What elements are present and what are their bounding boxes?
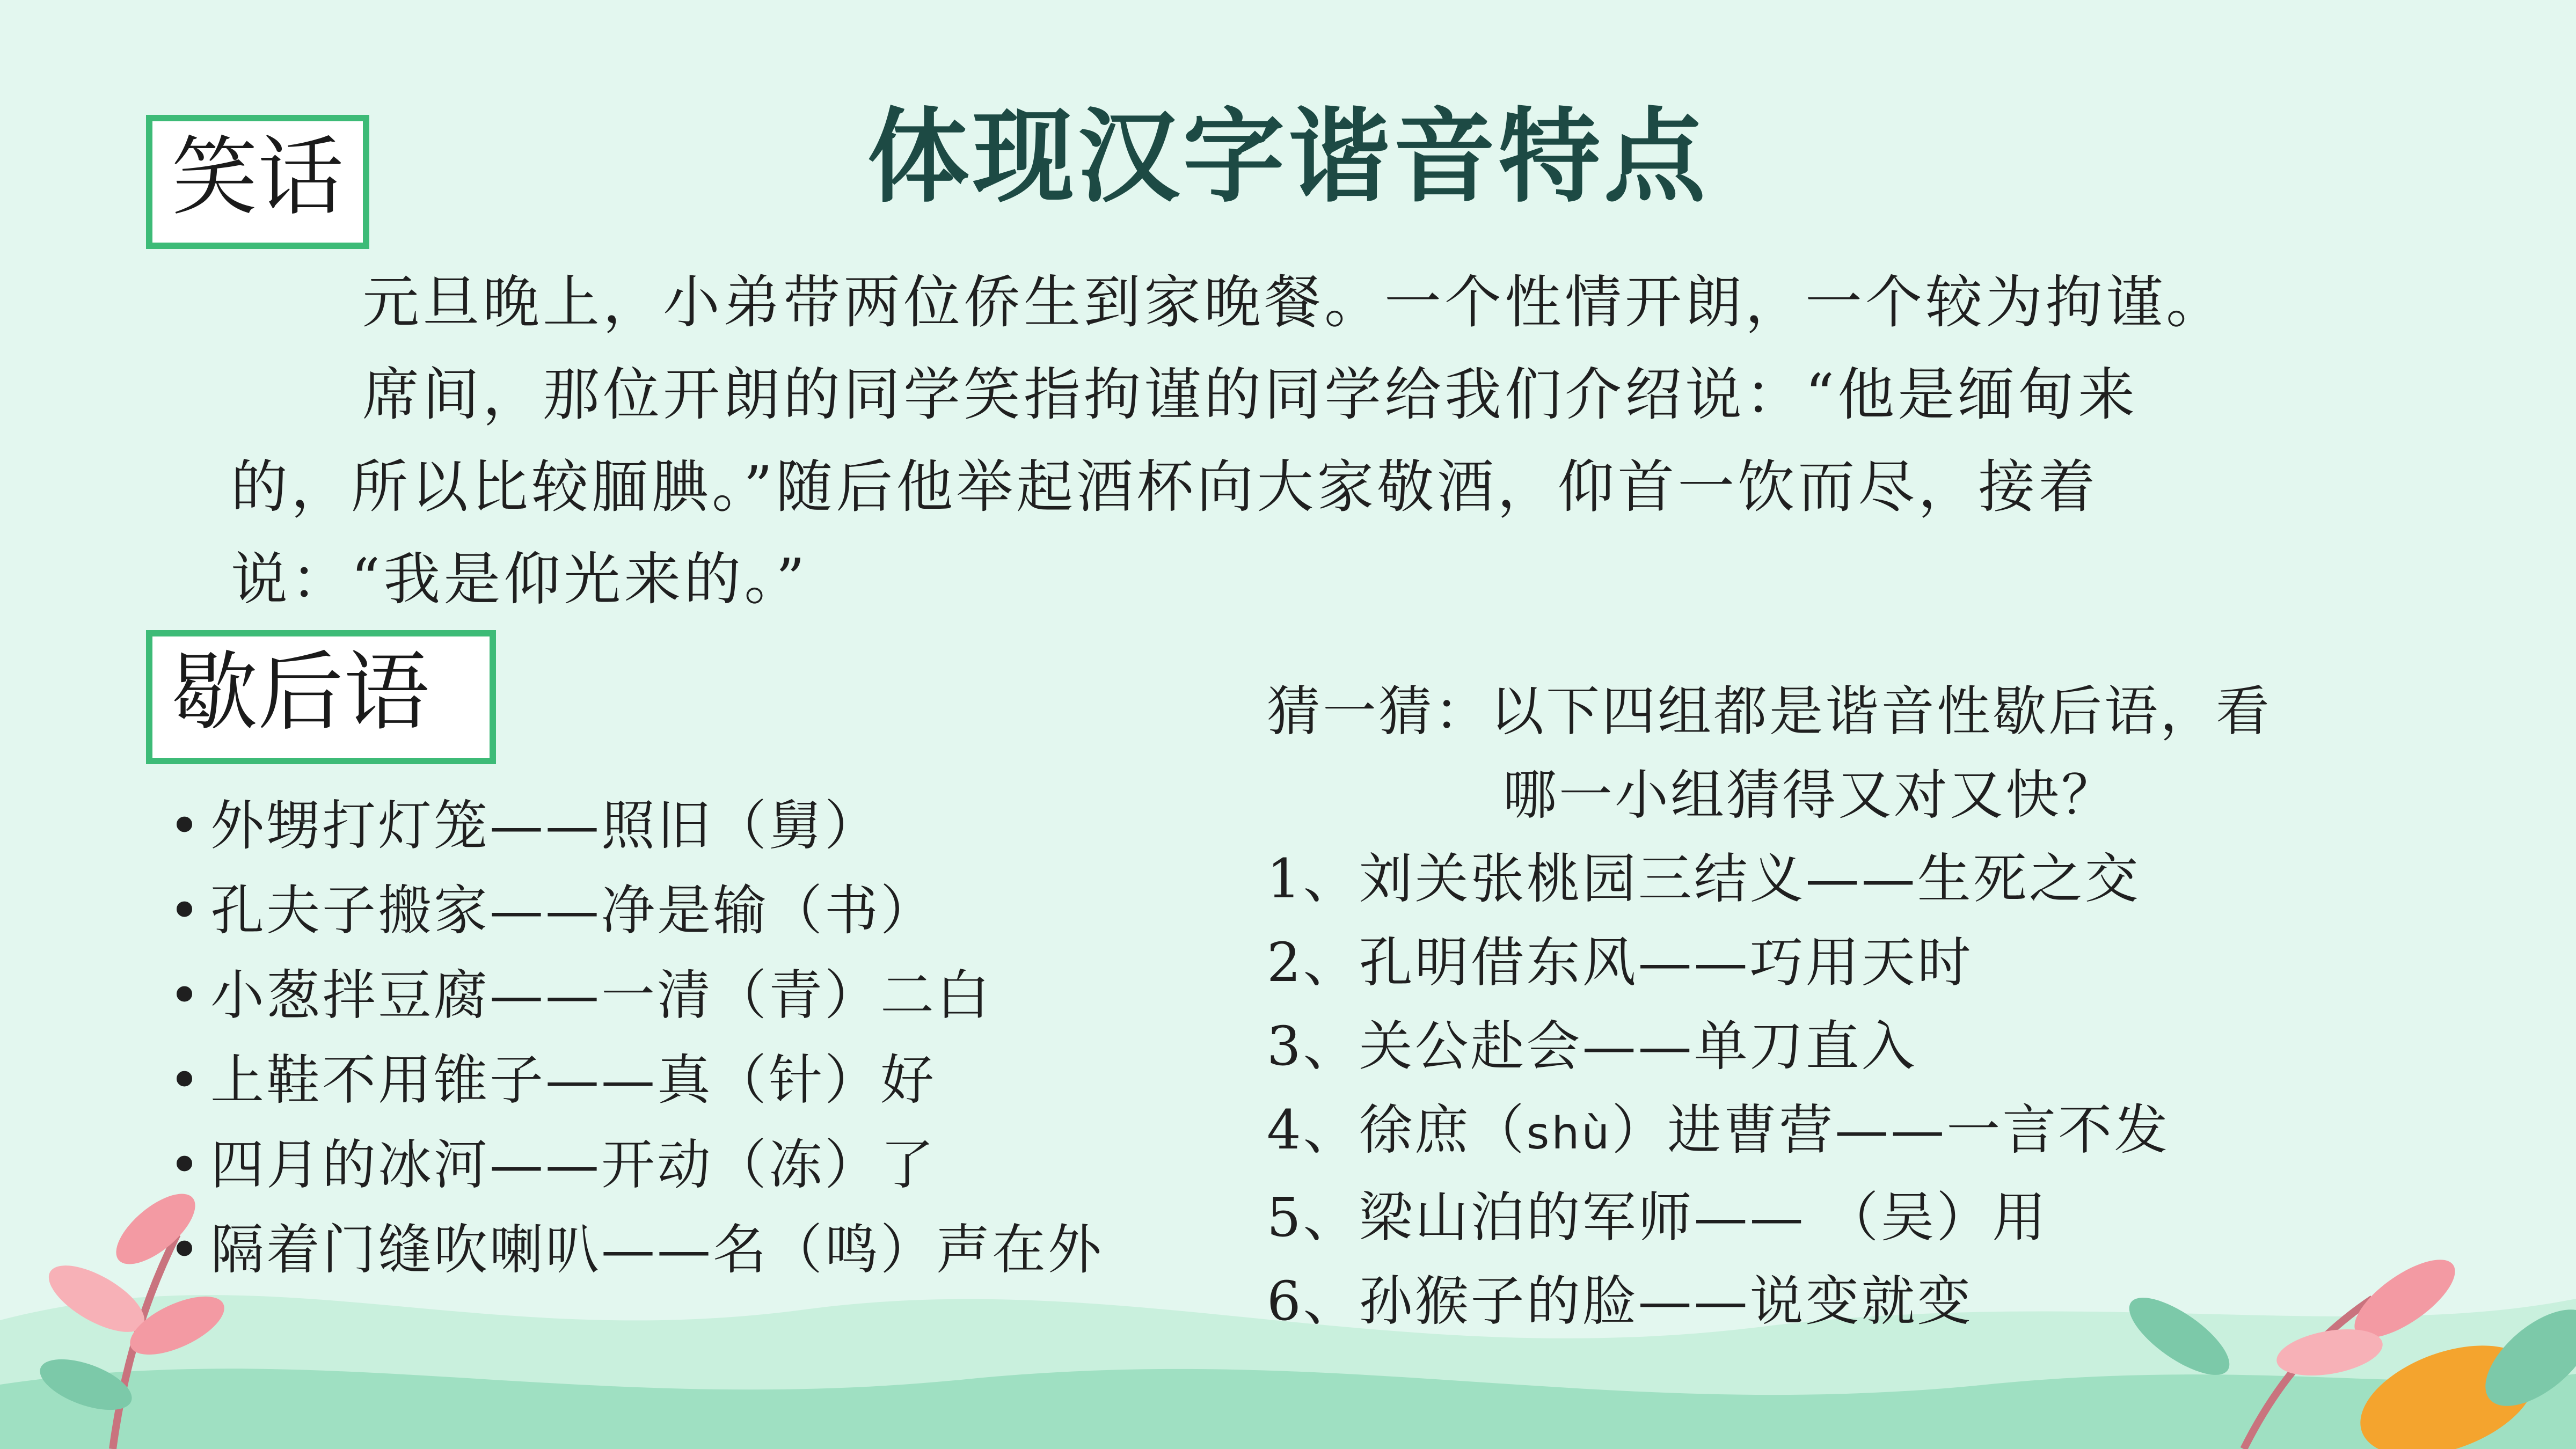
joke-paragraph-2-line-2: 的，所以比较腼腆。”随后他举起酒杯向大家敬酒，仰首一饮而尽，接着: [231, 454, 2099, 520]
list-item: 4、徐庶（shù）进曹营——一言不发: [1267, 1099, 2170, 1161]
list-item: • 孔夫子搬家——净是输（书）: [161, 868, 1104, 953]
joke-tag: 笑话: [146, 115, 369, 249]
joke-paragraph-2-line-3: 说：“我是仰光来的。”: [231, 546, 808, 612]
xiehouyu-list: [161, 784, 1104, 1292]
list-item: • 隔着门缝吹喇叭——名（鸣）声在外: [161, 1208, 1104, 1292]
bullet-icon: •: [169, 879, 202, 942]
bullet-icon: •: [169, 964, 202, 1027]
list-item: 5、梁山泊的军师—— （吴）用: [1267, 1186, 2048, 1249]
page-title: 体现汉字谐音特点: [867, 98, 1709, 216]
list-item: • 上鞋不用锥子——真（针）好: [161, 1038, 1104, 1123]
pinyin-annotation: shù: [1526, 1108, 1612, 1159]
list-item: 6、孙猴子的脸——说变就变: [1267, 1270, 1973, 1333]
guess-section: [1267, 670, 2383, 1343]
joke-text: [231, 257, 2356, 626]
bullet-icon: •: [169, 1049, 202, 1111]
guess-question-line-2: 哪一小组猜得又对又快？: [1503, 764, 2117, 826]
xiehouyu-tag: 歇后语: [146, 630, 496, 764]
list-item: 1、刘关张桃园三结义——生死之交: [1267, 847, 2141, 910]
hill-front: [0, 1368, 2576, 1449]
joke-paragraph-1: 元旦晚上，小弟带两位侨生到家晚餐。一个性情开朗，一个较为拘谨。: [362, 269, 2226, 335]
list-item: • 小葱拌豆腐——一清（青）二白: [161, 953, 1104, 1038]
list-item: 3、关公赴会——单刀直入: [1267, 1015, 1917, 1078]
guess-question-line-1: 猜一猜：以下四组都是谐音性歇后语，看: [1267, 680, 2272, 743]
bullet-icon: •: [169, 1133, 202, 1196]
list-item: 2、孔明借东风——巧用天时: [1267, 931, 1973, 994]
guess-list: [1267, 837, 2383, 1343]
joke-paragraph-2-line-1: 席间，那位开朗的同学笑指拘谨的同学给我们介绍说：“他是缅甸来: [362, 362, 2139, 428]
bullet-icon: •: [169, 794, 202, 857]
list-item: • 四月的冰河——开动（冻）了: [161, 1123, 1104, 1208]
bullet-icon: •: [169, 1218, 202, 1281]
list-item: • 外甥打灯笼——照旧（舅）: [161, 784, 1104, 868]
